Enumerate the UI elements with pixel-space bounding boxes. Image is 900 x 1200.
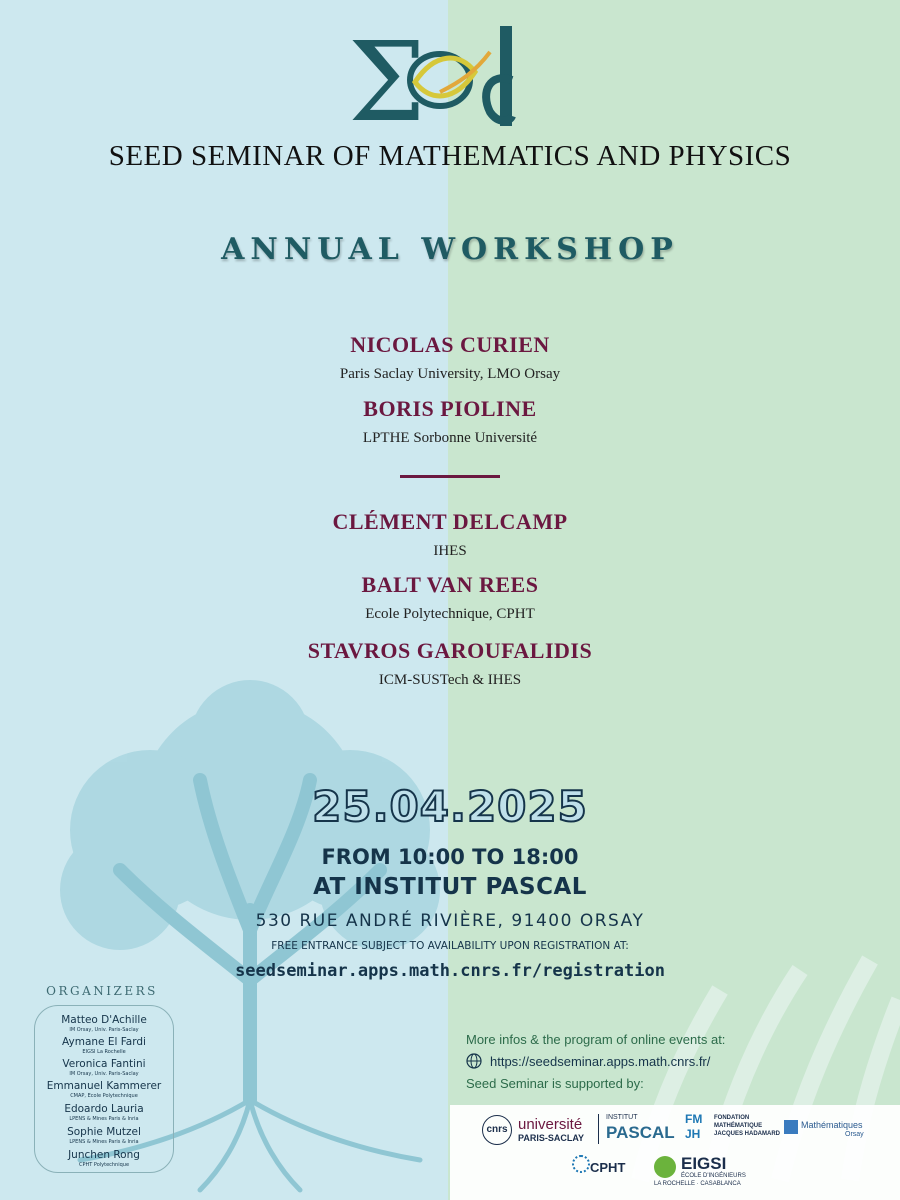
speaker-affiliation: LPTHE Sorbonne Université [362,430,538,446]
organizer-name: Veronica Fantini [62,1058,146,1070]
speaker-name: CLÉMENT DELCAMP [332,509,568,534]
organizer-name: Matteo D'Achille [61,1014,147,1026]
seed-logo [340,12,540,132]
organizer-name: Aymane El Fardi [62,1036,146,1048]
organizer-name: Emmanuel Kammerer [46,1080,162,1092]
entrance-note: FREE ENTRANCE SUBJECT TO AVAILABILITY UPON REGISTRATION AT: [271,940,629,952]
eigsi-icon [654,1156,676,1178]
speaker-stavros-garoufalidis [0,638,900,689]
cpht-logo: CPHT [590,1160,626,1175]
cpht-icon [572,1155,590,1173]
event-venue: AT INSTITUT PASCAL [313,874,587,900]
speaker-nicolas-curien [0,332,900,383]
speaker-boris-pioline [0,396,900,447]
speaker-balt-van-rees [0,572,900,623]
math-orsay-line2: Orsay [845,1131,864,1138]
globe-icon [466,1053,482,1069]
organizer-affiliation: LPENS & Mines Paris & Inria [69,1139,139,1145]
speaker-affiliation: IHES [433,543,467,559]
cnrs-logo: cnrs [482,1115,512,1145]
fmjh-text3: JACQUES HADAMARD [714,1131,781,1137]
speaker-affiliation: ICM-SUSTech & IHES [378,672,522,688]
organizer-name: Edoardo Lauria [64,1103,144,1115]
universite-logo-line1: université [518,1116,583,1133]
event-time: FROM 10:00 TO 18:00 [321,845,579,869]
fmjh-text1: FONDATION [714,1115,750,1121]
website-url[interactable]: https://seedseminar.apps.math.cnrs.fr/ [490,1054,711,1069]
speaker-name: BORIS PIOLINE [363,396,537,421]
website-link[interactable] [466,1053,710,1069]
supported-by-text: Seed Seminar is supported by: [466,1076,644,1091]
event-date: 25.04.2025 [312,782,588,831]
speaker-name: BALT VAN REES [361,572,539,597]
organizer-item [34,1126,174,1145]
eigsi-sub2: LA ROCHELLE · CASABLANCA [654,1181,741,1187]
organizer-affiliation: IM Orsay, Univ. Paris-Saclay [69,1071,139,1077]
math-orsay-icon [784,1120,798,1134]
organizer-item [34,1058,174,1077]
organizer-item [34,1014,174,1033]
registration-link[interactable]: seedseminar.apps.math.cnrs.fr/registration [235,961,665,981]
fmjh-text2: MATHÉMATIQUE [714,1123,763,1129]
svg-text:Σ: Σ [348,18,426,132]
organizer-name: Sophie Mutzel [67,1126,141,1138]
seminar-title: SEED SEMINAR OF MATHEMATICS AND PHYSICS [108,140,792,172]
sponsor-divider [598,1114,599,1144]
speaker-name: NICOLAS CURIEN [350,332,550,357]
organizer-affiliation: CMAP, Ecole Polytechnique [70,1093,138,1099]
speaker-name: STAVROS GAROUFALIDIS [307,638,593,663]
organizer-item [34,1149,174,1168]
eigsi-logo: EIGSI [681,1154,727,1173]
math-orsay-line1: Mathématiques [801,1120,863,1130]
organizer-item [34,1080,174,1099]
fmjh-letters: FM JH [685,1112,703,1141]
speaker-affiliation: Ecole Polytechnique, CPHT [365,606,535,622]
organizers-title: ORGANIZERS [46,984,158,998]
workshop-title: ANNUAL WORKSHOP [221,232,679,267]
organizer-item [34,1036,174,1055]
eigsi-sub1: ÉCOLE D'INGÉNIEURS [681,1173,746,1179]
divider-line [400,475,500,478]
event-address: 530 RUE ANDRÉ RIVIÈRE, 91400 ORSAY [255,911,645,931]
organizer-name: Junchen Rong [68,1149,140,1161]
organizer-affiliation: CPHT Polytechnique [78,1162,130,1168]
organizer-affiliation: EIGSI La Rochelle [82,1049,126,1055]
speaker-clement-delcamp [0,509,900,560]
more-infos-text: More infos & the program of online events at: [466,1032,726,1047]
pascal-logo-line1: INSTITUT [606,1114,638,1121]
universite-logo-line2: PARIS-SACLAY [518,1133,585,1143]
organizer-item [34,1103,174,1122]
pascal-logo-line2: PASCAL [606,1123,675,1142]
organizer-affiliation: LPENS & Mines Paris & Inria [69,1116,139,1122]
organizer-affiliation: IM Orsay, Univ. Paris-Saclay [69,1027,139,1033]
speaker-affiliation: Paris Saclay University, LMO Orsay [339,366,561,382]
